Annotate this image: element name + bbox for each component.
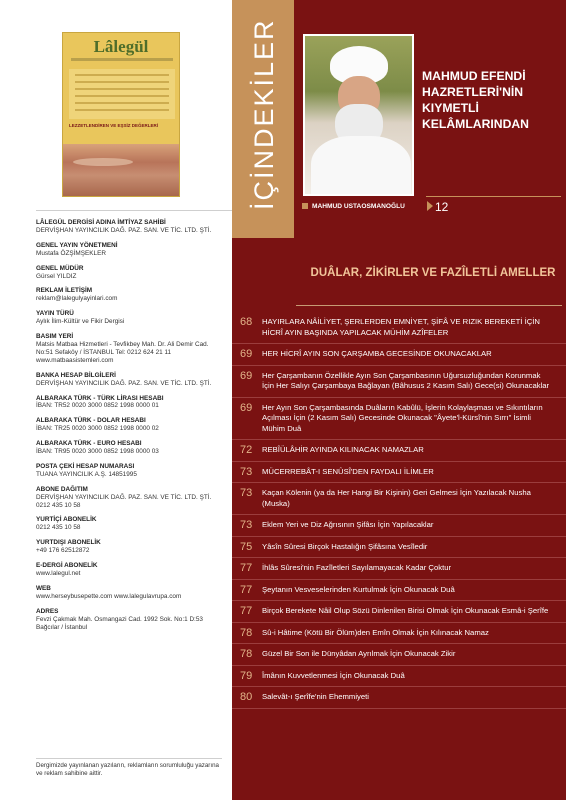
- magazine-cover-image: [62, 32, 180, 197]
- imprint-value: www.lalegul.net: [36, 570, 81, 577]
- imprint-value: DERVİŞHAN YAYINCILIK DAĞ. PAZ. SAN. VE TİC. LTD. ŞTİ.: [36, 226, 212, 234]
- triangle-right-icon: [427, 201, 433, 211]
- imprint-value: İBAN: TR52 0020 3000 0852 1998 0000 01: [36, 402, 159, 410]
- toc-entry[interactable]: [232, 558, 566, 580]
- toc-page-number: 79: [240, 669, 253, 682]
- imprint-value: Gürsel YILDIZ: [36, 272, 77, 280]
- imprint-value: DERVİŞHAN YAYINCILIK DAĞ. PAZ. SAN. VE TİC. LTD. ŞTİ.: [36, 379, 212, 387]
- toc-page-number: 73: [240, 487, 253, 499]
- cover-logo: Lâlegül: [93, 37, 149, 56]
- toc-entry[interactable]: [232, 537, 566, 559]
- toc-entry-title: Salevât-ı Şerîfe'nin Ehemmiyeti: [262, 692, 370, 701]
- imprint-block: [36, 265, 222, 281]
- imprint-value: İBAN: TR95 0020 3000 0852 1998 0000 03: [36, 448, 159, 456]
- contents-heading: İÇİNDEKİLER: [249, 18, 279, 210]
- imprint-block: [36, 287, 222, 303]
- imprint-block: [36, 310, 222, 326]
- toc-list: [232, 312, 566, 709]
- feature-title: MAHMUD EFENDİ HAZRETLERİ'NİN KIYMETLİ KELÂMLARINDAN: [422, 69, 529, 131]
- imprint-note: Dergimizde yayınlanan yazıların, reklamların sorumluluğu yazarına ve reklam sahibine aittir.: [36, 758, 222, 778]
- toc-page-number: 75: [240, 540, 253, 553]
- toc-entry-title: MÜCERREBÂT-I SENÛSÎ'DEN FAYDALI İLİMLER: [262, 466, 434, 476]
- toc-entry-title: Sû-i Hâtime (Kötü Bir Ölüm)den Emîn Olmak İçin Kılınacak Namaz: [262, 627, 489, 637]
- contents-ribbon-tip: [232, 210, 294, 238]
- toc-entry-title: Güzel Bir Son ile Dünyâdan Ayrılmak İçin Okunacak Zikir: [262, 649, 456, 658]
- toc-entry[interactable]: [232, 515, 566, 537]
- imprint-value: Fevzi Çakmak Mah. Osmangazi Cad. 1992 Sok. No:1 D:53 Bağcılar / İstanbul: [36, 615, 203, 631]
- divider: [36, 210, 232, 211]
- toc-page-number: 72: [240, 444, 253, 456]
- imprint-value: DERVİŞHAN YAYINCILIK DAĞ. PAZ. SAN. VE TİC. LTD. ŞTİ. 0212 435 10 58: [36, 493, 212, 509]
- imprint-value: Matsis Matbaa Hizmetleri - Tevfikbey Mah. Dr. Ali Demir Cad. No:51 Sefaköy / İSTANBUL Tel: 0212 624 21 11 www.matbaasistemleri.com: [36, 340, 209, 364]
- imprint-block: [36, 395, 222, 411]
- toc-entry[interactable]: [232, 601, 566, 623]
- imprint-heading: ALBARAKA TÜRK - TÜRK LİRASI HESABI: [36, 394, 164, 402]
- toc-entry[interactable]: [232, 440, 566, 462]
- imprint-heading: YAYIN TÜRÜ: [36, 310, 74, 318]
- toc-page-number: 69: [240, 348, 253, 360]
- imprint-value: +49 176 62512872: [36, 547, 90, 555]
- imprint-block: [36, 417, 222, 433]
- imprint-block: [36, 372, 222, 388]
- feature-author: [302, 203, 405, 210]
- toc-page-number: 78: [240, 626, 253, 639]
- toc-entry[interactable]: [232, 483, 566, 515]
- imprint-block: [36, 333, 222, 365]
- imprint-block: [36, 585, 222, 601]
- toc-entry[interactable]: [232, 687, 566, 709]
- imprint-block: [36, 608, 222, 632]
- imprint-heading: YURTİÇİ ABONELİK: [36, 516, 97, 524]
- toc-page-number: 73: [240, 465, 253, 478]
- imprint-heading: GENEL YAYIN YÖNETMENİ: [36, 241, 118, 249]
- toc-page-number: 73: [240, 519, 253, 531]
- toc-page-number: 69: [240, 369, 253, 382]
- toc-page-number: 77: [240, 562, 253, 574]
- imprint-block: [36, 219, 222, 235]
- toc-page-number: 80: [240, 691, 253, 703]
- imprint-block: [36, 440, 222, 456]
- toc-page-number: 77: [240, 605, 253, 617]
- imprint-heading: WEB: [36, 584, 51, 592]
- imprint-value: www.herseybusepette.com www.lalegulavrupa.com: [36, 592, 182, 600]
- imprint-block: [36, 539, 222, 555]
- imprint-block: [36, 516, 222, 532]
- toc-entry-title: Eklem Yeri ve Diz Ağrısının Şifâsı İçin Yapılacaklar: [262, 520, 434, 529]
- imprint-block: [36, 562, 222, 578]
- imprint-heading: REKLAM İLETİŞİM: [36, 287, 93, 295]
- feature-divider: [426, 196, 561, 197]
- imprint-heading: ALBARAKA TÜRK - EURO HESABI: [36, 440, 142, 448]
- imprint-heading: ABONE DAĞITIM: [36, 485, 88, 493]
- feature-author-name: MAHMUD USTAOSMANOĞLU: [312, 203, 405, 210]
- toc-entry-title: Her Ayın Son Çarşambasında Duâların Kabûlü, İşlerin Kolaylaşması ve Sıkıntıların Açılması İçin (2 Kasım Salı) Gecesinde Okunacak "Âyete'l-Kürsî'nin Sırrı" İsimli Mühim Duâ: [262, 402, 543, 433]
- imprint-value: Mustafa ÖZŞİMŞEKLER: [36, 249, 106, 257]
- imprint-heading: BANKA HESAP BİLGİLERİ: [36, 371, 116, 379]
- imprint-value: reklam@lalegulyayinlari.com: [36, 295, 118, 303]
- section-title: DUÂLAR, ZİKİRLER VE FAZÎLETLİ AMELLER: [310, 267, 556, 279]
- toc-entry[interactable]: [232, 580, 566, 602]
- imprint-heading: E-DERGİ ABONELİK: [36, 562, 98, 570]
- cover-headline: LEZZETLENDİREN VE EŞSİZ DEĞERLERİ: [69, 123, 159, 128]
- toc-entry-title: REBÎÜLÂHİR AYINDA KILINACAK NAMAZLAR: [262, 445, 424, 454]
- imprint-block: [36, 463, 222, 479]
- toc-entry[interactable]: [232, 623, 566, 645]
- imprint-block: [36, 486, 222, 510]
- toc-entry[interactable]: [232, 344, 566, 366]
- feature-page-label: 12: [435, 200, 449, 214]
- imprint-block: [36, 242, 222, 258]
- imprint-value: TUANA YAYINCILIK A.Ş. 14851995: [36, 470, 137, 478]
- imprint-heading: LÂLEGÜL DERGİSİ ADINA İMTİYAZ SAHİBİ: [36, 219, 166, 226]
- toc-page-number: 69: [240, 401, 253, 414]
- imprint-value: İBAN: TR25 0020 3000 0852 1998 0000 02: [36, 425, 159, 433]
- cover-tagline-bar: [71, 58, 173, 61]
- toc-entry[interactable]: [232, 312, 566, 344]
- imprint-heading: YURTDIŞI ABONELİK: [36, 539, 101, 547]
- toc-entry-title: Kaçan Kölenin (ya da Her Hangi Bir Kişinin) Geri Gelmesi İçin Yazılacak Nusha (Muska): [262, 488, 531, 508]
- toc-page-number: 77: [240, 583, 253, 596]
- toc-entry-title: İhlâs Sûresi'nin Fazîletleri Sayılamayacak Kadar Çoktur: [262, 563, 452, 572]
- imprint-heading: ALBARAKA TÜRK - DOLAR HESABI: [36, 417, 146, 425]
- section-divider: [296, 305, 562, 306]
- toc-entry-title: Her Çarşambanın Özellikle Ayın Son Çarşambasının Uğursuzluğundan Korunmak İçin Her Salıyı Çarşambaya Bağlayan (Bâhusus 2 Kasım Salı) Gece(si) Okunacaklar: [262, 370, 550, 390]
- toc-entry[interactable]: [232, 398, 566, 441]
- toc-entry-title: HAYIRLARA NÂİLİYET, ŞERLERDEN EMNİYET, ŞİFÂ VE RIZIK BEREKETİ İÇİN HİCRÎ AYIN BAŞINDA YAPILACAK MÜHİM AZÎFELER: [262, 317, 540, 337]
- toc-entry-title: Şeytanın Vesveselerinden Kurtulmak İçin Okunacak Duâ: [262, 584, 455, 594]
- toc-entry[interactable]: [232, 644, 566, 666]
- cover-contents-band: [69, 69, 175, 119]
- imprint-heading: BASIM YERİ: [36, 333, 74, 341]
- toc-entry[interactable]: [232, 666, 566, 688]
- toc-page-number: 78: [240, 648, 253, 660]
- toc-entry-title: Yâsîn Sûresi Birçok Hastalığın Şifâsına Vesîledir: [262, 541, 428, 551]
- imprint-column: [0, 0, 232, 800]
- toc-entry-title: HER HİCRÎ AYIN SON ÇARŞAMBA GECESİNDE OKUNACAKLAR: [262, 349, 492, 358]
- imprint-value: Aylık İlim-Kültür ve Fikir Dergisi: [36, 318, 125, 326]
- toc-entry[interactable]: [232, 462, 566, 484]
- imprint-list: [36, 219, 222, 638]
- imprint-value: 0212 435 10 58: [36, 524, 81, 532]
- feature-page-number[interactable]: [427, 200, 448, 214]
- cover-landscape-photo: [63, 144, 179, 196]
- imprint-heading: GENEL MÜDÜR: [36, 264, 84, 272]
- toc-entry-title: Îmânın Kuvvetlenmesi İçin Okunacak Duâ: [262, 670, 405, 680]
- toc-page-number: 68: [240, 316, 253, 328]
- imprint-heading: ADRES: [36, 607, 59, 615]
- toc-entry-title: Birçok Berekete Nâil Olup Sözü Dinlenilen Birisi Olmak İçin Okunacak Esmâ-i Şerîfe: [262, 606, 549, 615]
- square-bullet-icon: [302, 203, 308, 209]
- feature-portrait-photo: [303, 34, 414, 196]
- toc-entry[interactable]: [232, 366, 566, 398]
- imprint-heading: POSTA ÇEKİ HESAP NUMARASI: [36, 462, 135, 470]
